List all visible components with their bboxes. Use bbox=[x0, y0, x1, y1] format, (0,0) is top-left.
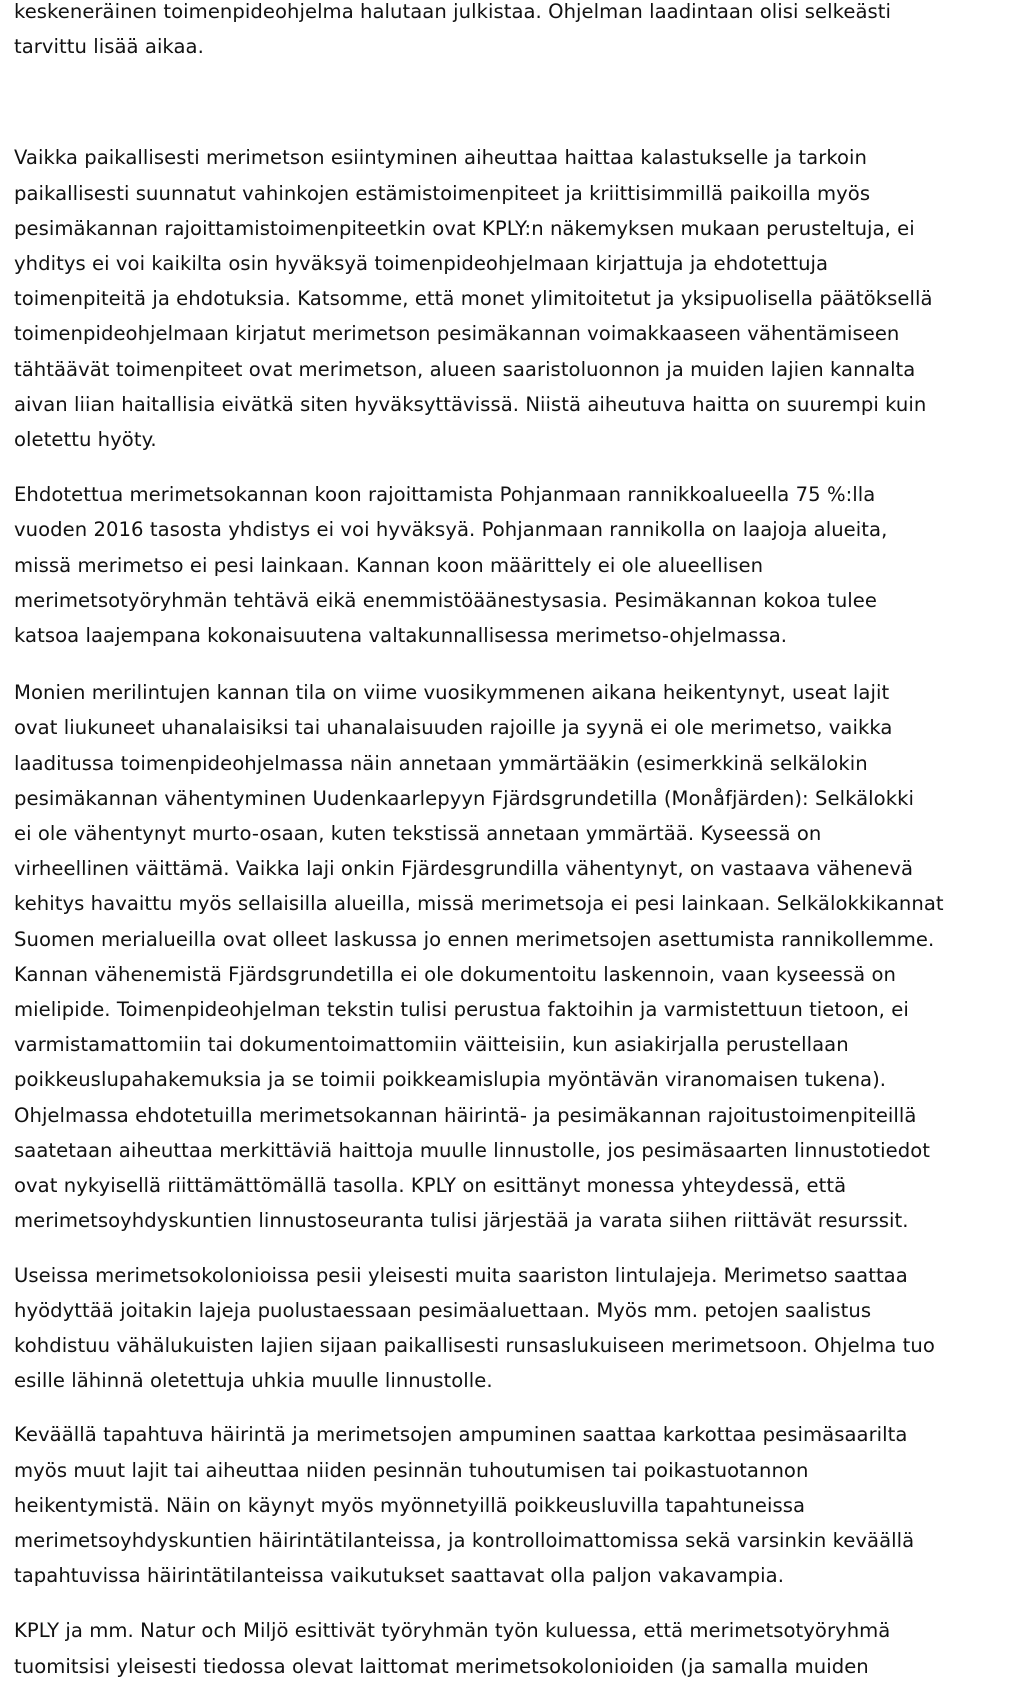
text-line: esille lähinnä oletettuja uhkia muulle linnustolle. bbox=[14, 1369, 493, 1393]
text-line: ovat liukuneet uhanalaisiksi tai uhanalaisuuden rajoille ja syynä ei ole merimetso, vaikka bbox=[14, 716, 893, 740]
text-line: Kannan vähenemistä Fjärdsgrundetilla ei ole dokumentoitu laskennoin, vaan kyseessä on bbox=[14, 962, 897, 986]
text-line: heikentymistä. Näin on käynyt myös myönnetyillä poikkeusluvilla tapahtuneissa bbox=[14, 1493, 806, 1517]
paragraph bbox=[14, 1613, 1020, 1683]
text-line: missä merimetso ei pesi lainkaan. Kannan koon määrittely ei ole alueellisen bbox=[14, 553, 764, 577]
text-line: yhditys ei voi kaikilta osin hyväksyä toimenpideohjelmaan kirjattuja ja ehdotettuja bbox=[14, 252, 829, 276]
text-line: KPLY ja mm. Natur och Miljö esittivät työryhmän työn kuluessa, että merimetsotyöryhmä bbox=[14, 1619, 891, 1643]
text-line: merimetsoyhdyskuntien häirintätilanteissa, ja kontrolloimattomissa sekä varsinkin keväällä bbox=[14, 1528, 915, 1552]
text-line: oletettu hyöty. bbox=[14, 428, 157, 452]
text-line: tuomitsisi yleisesti tiedossa olevat laittomat merimetsokolonioiden (ja samalla muiden bbox=[14, 1654, 869, 1678]
text-line: myös muut lajit tai aiheuttaa niiden pesinnän tuhoutumisen tai poikastuotannon bbox=[14, 1458, 809, 1482]
text-line: ovat nykyisellä riittämättömällä tasolla. KPLY on esittänyt monessa yhteydessä, että bbox=[14, 1174, 847, 1198]
text-line: Keväällä tapahtuva häirintä ja merimetsojen ampuminen saattaa karkottaa pesimäsaarilta bbox=[14, 1423, 908, 1447]
paragraph bbox=[14, 675, 1020, 1238]
text-line: toimenpiteitä ja ehdotuksia. Katsomme, että monet ylimitoitetut ja yksipuolisella päätöksellä bbox=[14, 287, 933, 311]
text-line: aivan liian haitallisia eivätkä siten hyväksyttävissä. Niistä aiheutuva haitta on suurempi kuin bbox=[14, 392, 927, 416]
text-line: toimenpideohjelmaan kirjatut merimetson pesimäkannan voimakkaaseen vähentämiseen bbox=[14, 322, 900, 346]
text-line: keskeneräinen toimenpideohjelma halutaan julkistaa. Ohjelman laadintaan olisi selkeästi bbox=[14, 0, 891, 23]
text-line: katsoa laajempana kokonaisuutena valtakunnallisessa merimetso-ohjelmassa. bbox=[14, 624, 788, 648]
text-line: vuoden 2016 tasosta yhdistys ei voi hyväksyä. Pohjanmaan rannikolla on laajoja alueita, bbox=[14, 518, 888, 542]
paragraph bbox=[14, 477, 1020, 653]
text-line: merimetsotyöryhmän tehtävä eikä enemmistöäänestysasia. Pesimäkannan kokoa tulee bbox=[14, 588, 878, 612]
text-line: virheellinen väittämä. Vaikka laji onkin Fjärdesgrundilla vähentynyt, on vastaava vähenevä bbox=[14, 857, 914, 881]
paragraph bbox=[14, 1417, 1020, 1593]
text-line: varmistamattomiin tai dokumentoimattomiin väitteisiin, kun asiakirjalla perustellaan bbox=[14, 1033, 849, 1057]
text-line: pesimäkannan vähentyminen Uudenkaarlepyyn Fjärdsgrundetilla (Monåfjärden): Selkälokki bbox=[14, 786, 914, 810]
text-line: kohdistuu vähälukuisten lajien sijaan paikallisesti runsaslukuiseen merimetsoon. Ohjelma tuo bbox=[14, 1333, 935, 1357]
document-body bbox=[14, 0, 1020, 1684]
text-line: laaditussa toimenpideohjelmassa näin annetaan ymmärtääkin (esimerkkinä selkälokin bbox=[14, 751, 868, 775]
text-line: Monien merilintujen kannan tila on viime vuosikymmenen aikana heikentynyt, useat lajit bbox=[14, 681, 890, 705]
text-line: pesimäkannan rajoittamistoimenpiteetkin ovat KPLY:n näkemyksen mukaan perusteltuja, ei bbox=[14, 216, 915, 240]
text-line: paikallisesti suunnatut vahinkojen estämistoimenpiteet ja kriittisimmillä paikoilla myös bbox=[14, 181, 871, 205]
text-line: Ohjelmassa ehdotetuilla merimetsokannan häirintä- ja pesimäkannan rajoitustoimenpiteillä bbox=[14, 1103, 917, 1127]
text-line: saatetaan aiheuttaa merkittäviä haittoja muulle linnustolle, jos pesimäsaarten linnustotiedot bbox=[14, 1138, 931, 1162]
text-line: Vaikka paikallisesti merimetson esiintyminen aiheuttaa haittaa kalastukselle ja tarkoin bbox=[14, 146, 868, 170]
paragraph bbox=[14, 1258, 1020, 1399]
text-line: Useissa merimetsokolonioissa pesii yleisesti muita saariston lintulajeja. Merimetso saattaa bbox=[14, 1263, 908, 1287]
text-line: Suomen merialueilla ovat olleet laskussa jo ennen merimetsojen asettumista rannikollemme. bbox=[14, 927, 935, 951]
text-line: tarvittu lisää aikaa. bbox=[14, 35, 204, 59]
text-line: tähtäävät toimenpiteet ovat merimetson, alueen saaristoluonnon ja muiden lajien kannalta bbox=[14, 357, 916, 381]
text-line: mielipide. Toimenpideohjelman tekstin tulisi perustua faktoihin ja varmistettuun tietoon, ei bbox=[14, 998, 909, 1022]
text-line: merimetsoyhdyskuntien linnustoseuranta tulisi järjestää ja varata siihen riittävät resurssit. bbox=[14, 1209, 909, 1233]
text-line: ei ole vähentynyt murto-osaan, kuten tekstissä annetaan ymmärtää. Kyseessä on bbox=[14, 822, 822, 846]
text-line: Ehdotettua merimetsokannan koon rajoittamista Pohjanmaan rannikkoalueella 75 %:lla bbox=[14, 483, 876, 507]
paragraph bbox=[14, 0, 1020, 64]
text-line: poikkeuslupahakemuksia ja se toimii poikkeamislupia myöntävän viranomaisen tukena). bbox=[14, 1068, 887, 1092]
paragraph bbox=[14, 140, 1020, 457]
text-line: hyödyttää joitakin lajeja puolustaessaan pesimäaluettaan. Myös mm. petojen saalistus bbox=[14, 1298, 872, 1322]
text-line: kehitys havaittu myös sellaisilla alueilla, missä merimetsoja ei pesi lainkaan. Selkälokkikannat bbox=[14, 892, 944, 916]
text-line: tapahtuvissa häirintätilanteissa vaikutukset saattavat olla paljon vakavampia. bbox=[14, 1564, 784, 1588]
